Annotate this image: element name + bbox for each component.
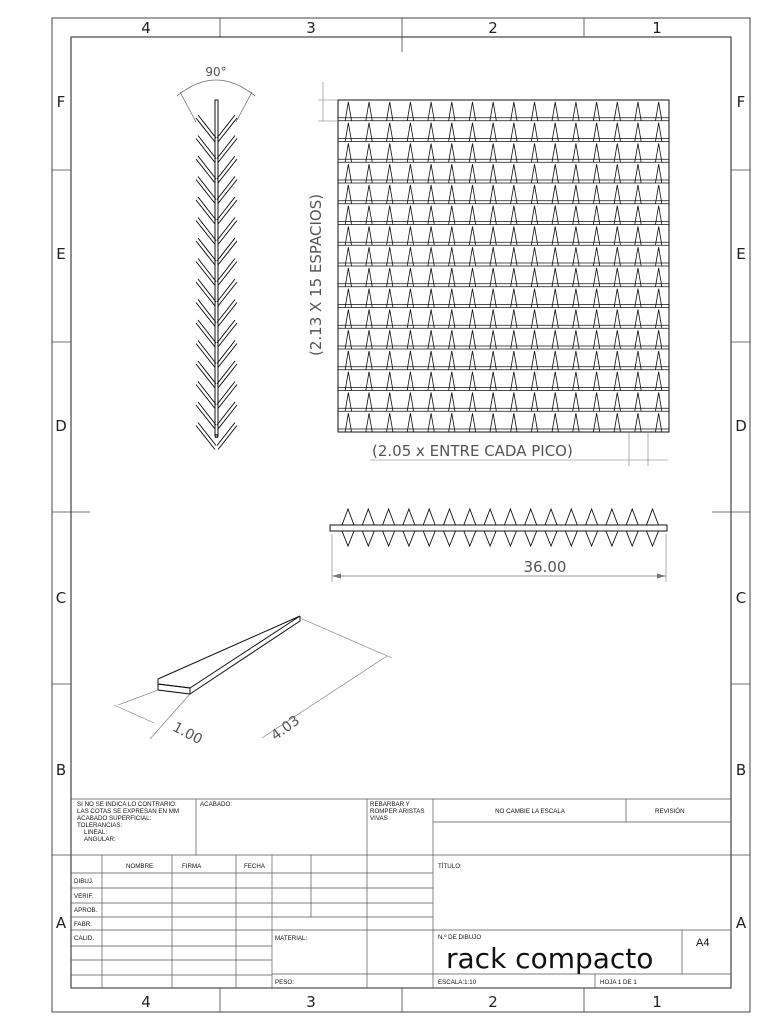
role-manufacturing: FABR. [74, 921, 92, 928]
saw-tooth-lower [444, 531, 456, 546]
zone-col-2-bottom: 2 [488, 993, 498, 1011]
saw-tooth-lower [626, 531, 638, 546]
fishbone-spines [196, 115, 237, 450]
drawing-title: rack compacto [446, 942, 654, 975]
saw-tooth-upper [626, 509, 638, 525]
saw-tooth-upper [444, 509, 456, 525]
zone-col-2-top: 2 [488, 19, 498, 37]
title-block-text [74, 801, 709, 986]
zone-dividers [52, 18, 750, 1012]
saw-tooth-upper [484, 509, 496, 525]
fishbone-spine-left [196, 115, 216, 142]
zone-row-e-left: E [56, 245, 66, 263]
saw-tooth-lower [484, 531, 496, 546]
note-line-4: TOLERANCIAS: [77, 822, 123, 829]
role-drawn: DIBUJ. [74, 878, 94, 885]
zone-row-c-right: C [735, 589, 747, 607]
saw-tooth-lower [586, 531, 598, 546]
fishbone-stem [215, 100, 218, 436]
header-date: FECHA [244, 863, 265, 870]
length-arrow-right [657, 574, 666, 579]
saw-tooth-upper [342, 509, 354, 525]
role-quality: CALID. [74, 935, 94, 942]
deburr-line-2: ROMPER ARISTAS [370, 808, 425, 815]
saw-tooth-upper [586, 509, 598, 525]
saw-tooth-lower [342, 531, 354, 546]
zone-row-f-left: F [56, 93, 66, 111]
zone-col-3-top: 3 [306, 19, 316, 37]
zone-row-c-left: C [55, 589, 67, 607]
note-line-2: LAS COTAS SE EXPRESAN EN MM [77, 808, 180, 815]
note-line-5: LINEAL: [84, 829, 108, 836]
saw-tooth-upper [606, 509, 618, 525]
saw-tooth-lower [403, 531, 415, 546]
width-ext-a [118, 690, 158, 705]
tip-ext-a [300, 618, 392, 658]
saw-tooth-lower [545, 531, 557, 546]
sheet-number: HOJA 1 DE 1 [600, 979, 637, 986]
deburr-line-3: VIVAS [370, 815, 388, 822]
note-line-1: SI NO SE INDICA LO CONTRARIO: [77, 801, 177, 808]
no-scale-note: NO CAMBIE LA ESCALA [495, 808, 565, 815]
wedge-edge [190, 616, 300, 694]
revision-label: REVISIÓN [655, 808, 685, 815]
zone-col-1-bottom: 1 [652, 993, 662, 1011]
tip-length-dimension: 4.03 [268, 712, 303, 744]
title-label: TÍTULO: [438, 863, 462, 870]
zone-row-a-left: A [55, 914, 67, 932]
saw-tooth-upper [525, 509, 537, 525]
strip-body [330, 525, 667, 531]
role-checked: VERIF. [74, 893, 94, 900]
saw-tooth-upper [464, 509, 476, 525]
zone-row-b-left: B [55, 761, 67, 779]
header-name: NOMBRE [126, 863, 154, 870]
wedge-side-face [158, 684, 190, 694]
note-line-3: ACABADO SUPERFICIAL: [77, 815, 152, 822]
spaces-dimension: (2.13 X 15 ESPACIOS) [307, 193, 325, 356]
pitch-dimension: (2.05 x ENTRE CADA PICO) [372, 442, 573, 460]
saw-tooth-lower [362, 531, 374, 546]
zone-col-3-bottom: 3 [306, 993, 316, 1011]
zone-col-1-top: 1 [652, 19, 662, 37]
isometric-view [114, 616, 392, 748]
saw-tooth-upper [647, 509, 659, 525]
fishbone-spine-right [217, 115, 237, 142]
finish-label: ACABADO: [200, 801, 232, 808]
front-view [330, 509, 667, 582]
saw-tooth-lower [647, 531, 659, 546]
sheet-size: A4 [696, 937, 710, 949]
zone-row-e-right: E [736, 245, 746, 263]
zone-row-b-right: B [735, 761, 747, 779]
saw-tooth-lower [504, 531, 516, 546]
zone-col-4-bottom: 4 [141, 993, 151, 1011]
saw-teeth [342, 509, 659, 546]
wedge-top-face [158, 616, 300, 688]
saw-tooth-lower [606, 531, 618, 546]
deburr-line-1: REBARBAR Y [370, 801, 410, 808]
angle-dimension: 90° [205, 65, 227, 79]
role-approved: APROB. [74, 907, 98, 914]
angle-arc [177, 80, 255, 96]
note-line-6: ANGULAR: [84, 836, 116, 843]
zone-row-f-right: F [736, 93, 746, 111]
side-view [177, 65, 255, 450]
zone-row-d-right: D [735, 417, 747, 435]
width-dim-line [114, 705, 154, 723]
saw-tooth-upper [362, 509, 374, 525]
saw-tooth-lower [565, 531, 577, 546]
zone-row-d-left: D [55, 417, 67, 435]
saw-tooth-upper [545, 509, 557, 525]
top-view [307, 82, 669, 466]
material-label: MATERIAL: [275, 935, 308, 942]
saw-tooth-lower [423, 531, 435, 546]
drawing-number-label: N.º DE DIBUJO [438, 934, 482, 941]
saw-tooth-lower [383, 531, 395, 546]
saw-tooth-upper [565, 509, 577, 525]
zone-row-a-right: A [735, 914, 747, 932]
outer-border [52, 18, 750, 1012]
header-signature: FIRMA [182, 863, 202, 870]
saw-tooth-upper [423, 509, 435, 525]
zone-labels [55, 19, 747, 1011]
angle-ext-right [236, 92, 252, 122]
saw-tooth-upper [383, 509, 395, 525]
saw-tooth-upper [403, 509, 415, 525]
grid-peaks [345, 102, 662, 432]
angle-ext-left [180, 92, 196, 122]
length-arrow-left [332, 574, 341, 579]
length-dimension: 36.00 [523, 558, 567, 576]
saw-tooth-upper [504, 509, 516, 525]
scale-label: ESCALA:1:10 [438, 979, 477, 986]
zone-col-4-top: 4 [141, 19, 151, 37]
weight-label: PESO: [275, 979, 294, 986]
width-dimension: 1.00 [169, 719, 205, 749]
saw-tooth-lower [464, 531, 476, 546]
saw-tooth-lower [525, 531, 537, 546]
